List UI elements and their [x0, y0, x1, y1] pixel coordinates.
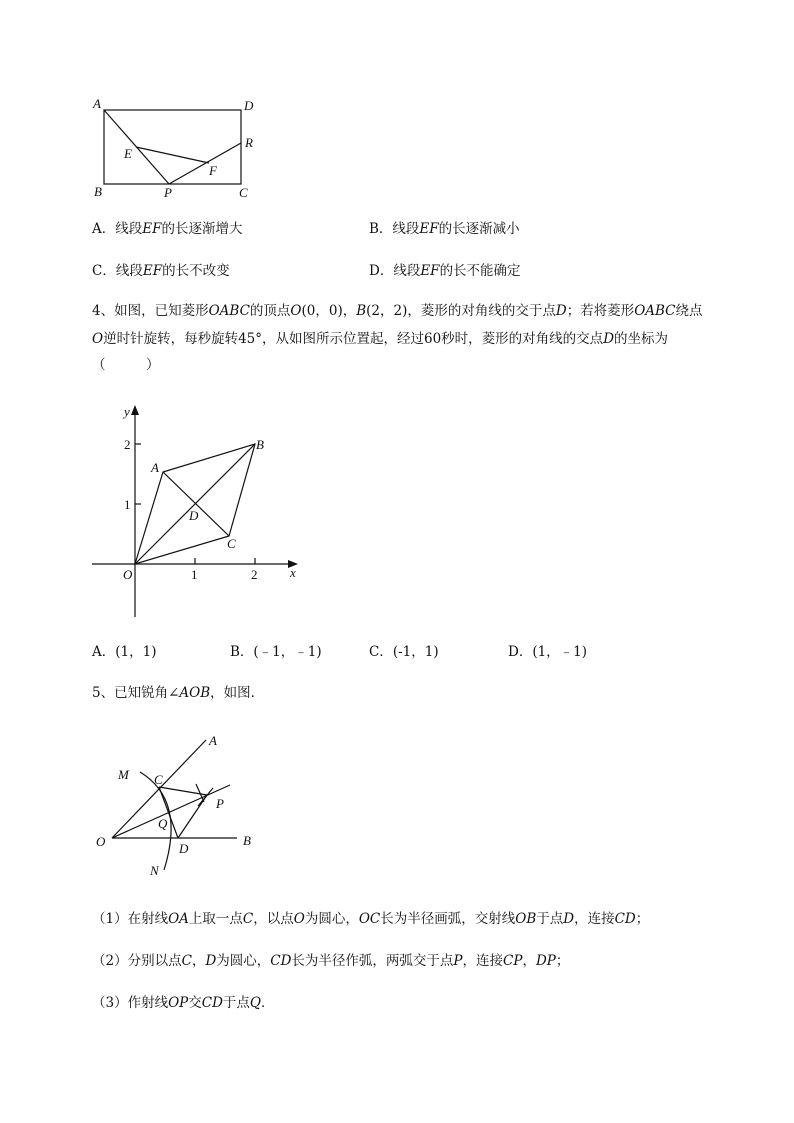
step3-var: CD: [201, 995, 223, 1011]
step1-text: 为圆心，: [304, 911, 359, 927]
q4-text: 逆时针旋转，每秒旋转45°，从如图所示位置起，经过60秒时，菱形的对角线的交点: [103, 331, 604, 347]
q4-text: ；若将菱形: [566, 303, 635, 319]
arc-mark-d: [198, 788, 213, 806]
q4-answer-blank: （ ）: [92, 357, 160, 373]
label-a: A: [93, 96, 101, 111]
option-b-text: 的长逐渐减小: [438, 221, 520, 237]
step1-text: ；: [635, 911, 650, 927]
q4-line-1: [92, 302, 703, 320]
label-d: D: [179, 841, 189, 856]
step2-text: ，: [191, 953, 206, 969]
q5-step-3: [92, 994, 274, 1012]
step1-text: 于点: [536, 911, 564, 927]
option-b-var: EF: [419, 221, 439, 237]
origin-label: O: [123, 567, 133, 582]
q4-option-b: B．(﹣1，﹣1): [230, 644, 322, 660]
q4-var: B: [356, 303, 367, 319]
step1-var: OA: [168, 911, 189, 927]
label-r: R: [245, 135, 253, 150]
q4-line-2: [92, 330, 668, 348]
q5-title: [92, 684, 264, 702]
step2-text: （2）分别以点: [92, 953, 182, 969]
q4-var: O: [92, 331, 104, 347]
option-d-var: EF: [420, 263, 440, 279]
label-b: B: [243, 833, 251, 848]
label-c: C: [239, 185, 248, 200]
step2-var: C: [181, 953, 192, 969]
q4-var: D: [555, 303, 567, 319]
option-d-prefix: D．线段: [369, 263, 421, 279]
step3-text: ．: [260, 995, 275, 1011]
q5-title-suffix: ，如图．: [210, 685, 265, 701]
step1-text: 上取一点: [188, 911, 243, 927]
label-b: B: [94, 184, 102, 199]
label-d: D: [244, 98, 254, 113]
q4-var: O: [290, 303, 302, 319]
point-d-label: D: [189, 508, 199, 523]
step3-text: （3）作射线: [92, 995, 169, 1011]
q4-var: OABC: [634, 303, 676, 319]
option-b-prefix: B．线段: [369, 221, 420, 237]
step2-text: ，: [522, 953, 536, 969]
step1-var: C: [242, 911, 254, 927]
label-m: M: [118, 767, 129, 782]
q4-option-c: C．(-1，1): [369, 644, 439, 660]
segment-ef: [136, 147, 209, 163]
label-p: P: [164, 185, 172, 200]
option-c-text: 的长不改变: [162, 263, 230, 279]
label-n: N: [150, 863, 159, 878]
step2-text: 为圆心，: [216, 953, 271, 969]
q4-text: 绕点: [675, 303, 703, 319]
step1-var: D: [563, 911, 575, 927]
y-tick-label-2: 2: [124, 437, 131, 452]
label-c: C: [154, 772, 163, 787]
x-tick-label-1: 1: [191, 567, 198, 582]
y-tick-label-1: 1: [124, 497, 131, 512]
option-a-var: EF: [142, 221, 162, 237]
option-a-text: 的长逐渐增大: [161, 221, 243, 237]
step3-var: OP: [168, 995, 189, 1011]
rhombus-coordinate-figure: [88, 400, 308, 625]
point-a-label: A: [151, 460, 159, 475]
q4-var: OABC: [208, 303, 250, 319]
q3-option-c: [92, 262, 230, 280]
point-c-label: C: [227, 536, 236, 551]
step1-text: ，连接: [574, 911, 615, 927]
step3-text: 交: [188, 995, 202, 1011]
y-axis-label: y: [124, 404, 130, 419]
q5-title-var: AOB: [179, 685, 211, 701]
label-p: P: [216, 796, 224, 811]
step2-var: D: [205, 953, 217, 969]
q5-step-1: [92, 910, 649, 928]
option-d-text: 的长不能确定: [439, 263, 521, 279]
q4-text: 的坐标为: [614, 331, 669, 347]
point-b-label: B: [256, 437, 264, 452]
step3-var: Q: [249, 995, 261, 1011]
x-axis-label: x: [290, 565, 296, 580]
rectangle-figure: [88, 95, 268, 205]
option-c-var: EF: [142, 263, 163, 279]
q4-text: 4、如图，已知菱形: [92, 303, 209, 319]
label-e: E: [124, 146, 132, 161]
step1-var: O: [293, 911, 305, 927]
label-o: O: [96, 834, 106, 849]
step1-text: （1）在射线: [92, 911, 169, 927]
step3-text: 于点: [222, 995, 250, 1011]
step2-var: DP: [535, 953, 556, 969]
segment-pr: [169, 143, 241, 184]
step2-text: ，连接: [462, 953, 504, 969]
step1-var: CD: [614, 911, 636, 927]
step2-text: ；: [555, 953, 570, 969]
x-tick-label-2: 2: [251, 567, 258, 582]
step1-var: OC: [358, 911, 381, 927]
q5-title-prefix: 5、已知锐角∠: [92, 685, 180, 701]
label-f: F: [209, 163, 217, 178]
option-c-prefix: C．线段: [92, 263, 143, 279]
q4-text: 的顶点: [249, 303, 291, 319]
q4-option-a: A．(1，1): [92, 644, 157, 660]
option-a-prefix: A．线段: [92, 221, 143, 237]
label-a: A: [209, 733, 217, 748]
q5-step-2: [92, 952, 569, 970]
step2-var: P: [453, 953, 463, 969]
step2-var: CP: [503, 953, 523, 969]
q3-option-d: [369, 262, 521, 280]
q3-option-a: [92, 220, 242, 238]
step1-text: ，以点: [253, 911, 294, 927]
q4-text: (0，0)，: [301, 303, 357, 319]
q4-var: D: [603, 331, 615, 347]
step1-text: 长为半径画弧，交射线: [380, 911, 516, 927]
step2-text: 长为半径作弧，两弧交于点: [291, 953, 454, 969]
step2-var: CD: [270, 953, 292, 969]
q4-text: (2，2)，菱形的对角线的交于点: [366, 303, 556, 319]
q3-option-b: [369, 220, 520, 238]
angle-bisector-figure: [90, 725, 265, 885]
step1-var: OB: [515, 911, 537, 927]
q4-option-d: D．(1，﹣1): [508, 644, 588, 660]
label-q: Q: [158, 816, 168, 831]
